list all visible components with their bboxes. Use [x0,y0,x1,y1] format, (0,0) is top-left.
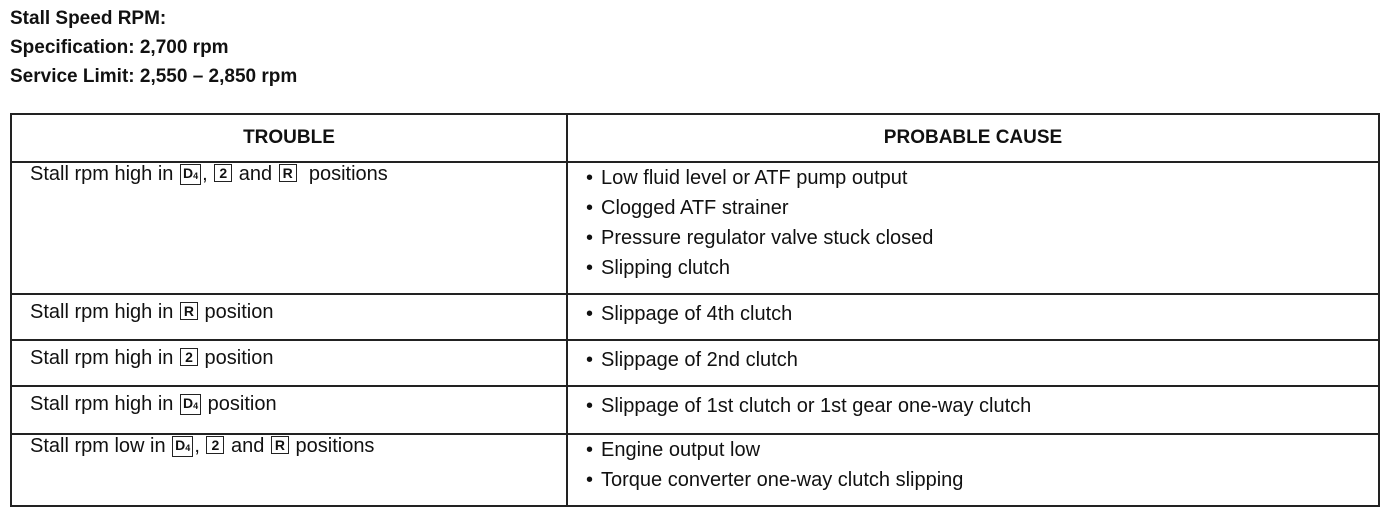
trouble-cell [11,294,567,340]
spec-service-limit: Service Limit: 2,550 – 2,850 rpm [10,66,298,87]
gear-d4-sub: 4 [185,443,191,453]
trouble-prefix: Stall rpm low in [30,435,166,457]
trouble-suffix: position [207,393,277,415]
header-trouble: TROUBLE [11,114,567,162]
cause-cell [567,294,1379,340]
trouble-and: and [238,163,273,185]
gear-d4-letter: D [182,165,194,181]
trouble-separator: , [202,163,208,185]
gear-d4-box [180,394,201,415]
cause-cell [567,340,1379,386]
gear-d4-box [180,164,201,185]
gear-2-box: 2 [214,164,232,182]
cause-cell [567,386,1379,434]
cause-list [586,299,1378,329]
trouble-separator: , [194,435,200,457]
cause-list [586,163,1378,283]
header-probable-cause: PROBABLE CAUSE [567,114,1379,162]
cause-item: • Torque converter one-way clutch slipping [586,465,1378,495]
trouble-prefix: Stall rpm high in [30,301,174,323]
cause-list [586,345,1378,375]
trouble-cell [11,162,567,294]
spec-specification: Specification: 2,700 rpm [10,37,229,58]
table-row [11,340,1379,386]
trouble-cell [11,340,567,386]
trouble-prefix: Stall rpm high in [30,163,174,185]
trouble-cell [11,386,567,434]
gear-d4-box [172,436,193,457]
gear-2-box: 2 [180,348,198,366]
trouble-suffix: positions [295,435,375,457]
trouble-prefix: Stall rpm high in [30,393,174,415]
cause-list [586,391,1378,421]
gear-r-box: R [279,164,297,182]
cause-item: • Slippage of 2nd clutch [586,345,1378,375]
cause-list [586,435,1378,495]
trouble-and: and [231,435,265,457]
spec-title: Stall Speed RPM: [10,8,167,29]
trouble-prefix: Stall rpm high in [30,347,174,369]
cause-item: • Clogged ATF strainer [586,193,1378,223]
gear-d4-letter: D [182,395,194,411]
cause-cell [567,434,1379,506]
gear-r-box: R [180,302,198,320]
spec-block [10,4,297,91]
cause-item: • Slippage of 1st clutch or 1st gear one-way clutch [586,391,1378,421]
gear-r-box: R [271,436,289,454]
cause-item: • Low fluid level or ATF pump output [586,163,1378,193]
gear-d4-sub: 4 [193,401,199,411]
trouble-suffix: position [204,301,274,323]
cause-item: • Pressure regulator valve stuck closed [586,223,1378,253]
gear-2-box: 2 [206,436,224,454]
gear-d4-letter: D [175,437,186,453]
troubleshooting-table [10,113,1380,507]
cause-item: • Slippage of 4th clutch [586,299,1378,329]
cause-item: • Engine output low [586,435,1378,465]
trouble-suffix: positions [308,163,388,185]
gear-d4-sub: 4 [193,171,199,181]
table-row [11,294,1379,340]
cause-item: • Slipping clutch [586,253,1378,283]
trouble-cell [11,434,567,506]
trouble-suffix: position [204,347,274,369]
table-header-row [11,114,1379,162]
cause-cell [567,162,1379,294]
table-row [11,162,1379,294]
table-row [11,386,1379,434]
table-row [11,434,1379,506]
